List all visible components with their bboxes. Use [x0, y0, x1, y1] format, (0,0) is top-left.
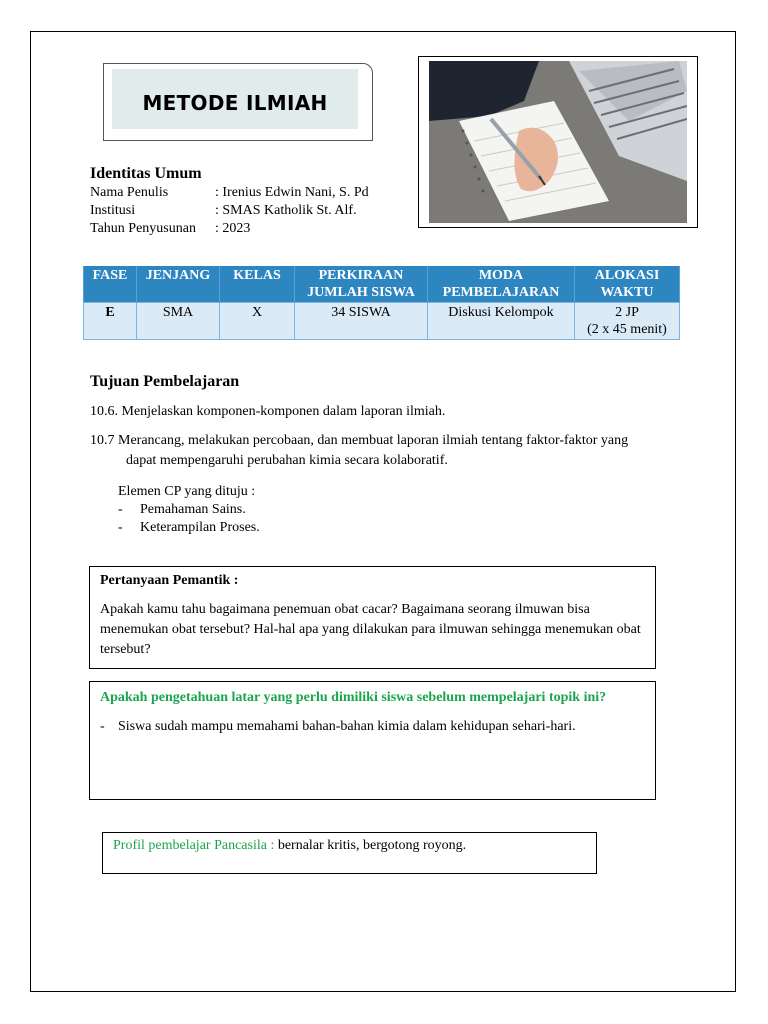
tujuan-item-1: 10.6. Menjelaskan komponen-komponen dalam laporan ilmiah.: [90, 404, 446, 419]
identitas-row-institusi: Institusi : SMAS Katholik St. Alf.: [90, 203, 357, 218]
header-kelas: KELAS: [220, 266, 295, 303]
header-moda: MODA PEMBELAJARAN: [428, 266, 575, 303]
elemen-cp: [118, 483, 260, 537]
cell-jenjang: SMA: [137, 303, 220, 340]
profil-pancasila-box: [102, 832, 597, 874]
identitas-row-tahun: Tahun Penyusunan : 2023: [90, 221, 251, 236]
table-row: [84, 303, 680, 340]
cell-moda: Diskusi Kelompok: [428, 303, 575, 340]
tujuan-item-2: 10.7 Merancang, melakukan percobaan, dan membuat laporan ilmiah tentang faktor-faktor yang dapat mempengaruhi perubahan kimia secara kolaboratif.: [90, 433, 629, 468]
pertanyaan-pemantik-box: [89, 566, 656, 669]
list-item: - Siswa sudah mampu memahami bahan-bahan kimia dalam kehidupan sehari-hari.: [100, 719, 576, 734]
info-table: [83, 266, 680, 340]
document-title: METODE ILMIAH: [142, 91, 328, 115]
identitas-umum: [90, 164, 369, 238]
photo-frame: [418, 56, 698, 228]
title-box: [103, 63, 373, 141]
list-item: - Keterampilan Proses.: [118, 520, 260, 535]
cell-kelas: X: [220, 303, 295, 340]
elemen-label: Elemen CP yang dituju :: [118, 484, 256, 499]
header-jenjang: JENJANG: [137, 266, 220, 303]
cell-fase: E: [84, 303, 137, 340]
header-fase: FASE: [84, 266, 137, 303]
header-jumlah-siswa: PERKIRAAN JUMLAH SISWA: [295, 266, 428, 303]
cell-alokasi: 2 JP (2 x 45 menit): [575, 303, 680, 340]
list-item: - Pemahaman Sains.: [118, 502, 246, 517]
cell-jumlah: 34 SISWA: [295, 303, 428, 340]
header-alokasi: ALOKASI WAKTU: [575, 266, 680, 303]
pengetahuan-latar-box: [89, 681, 656, 800]
pemantik-heading: Pertanyaan Pemantik :: [100, 573, 239, 588]
identitas-row-penulis: Nama Penulis : Irenius Edwin Nani, S. Pd: [90, 185, 369, 200]
pengetahuan-heading: Apakah pengetahuan latar yang perlu dimiliki siswa sebelum mempelajari topik ini?: [100, 690, 607, 705]
pemantik-text: Apakah kamu tahu bagaimana penemuan obat cacar? Bagaimana seorang ilmuwan bisa menemukan obat tersebut? Hal-hal apa yang dilakukan para ilmuwan sehingga menemukan obat tersebut?: [100, 602, 641, 657]
table-header-row: [84, 266, 680, 303]
identitas-heading: Identitas Umum: [90, 165, 202, 182]
profil-value: bernalar kritis, bergotong royong.: [274, 838, 467, 853]
writing-photo: [429, 61, 687, 223]
tujuan-heading: Tujuan Pembelajaran: [90, 373, 240, 390]
profil-label: Profil pembelajar Pancasila :: [113, 838, 275, 853]
